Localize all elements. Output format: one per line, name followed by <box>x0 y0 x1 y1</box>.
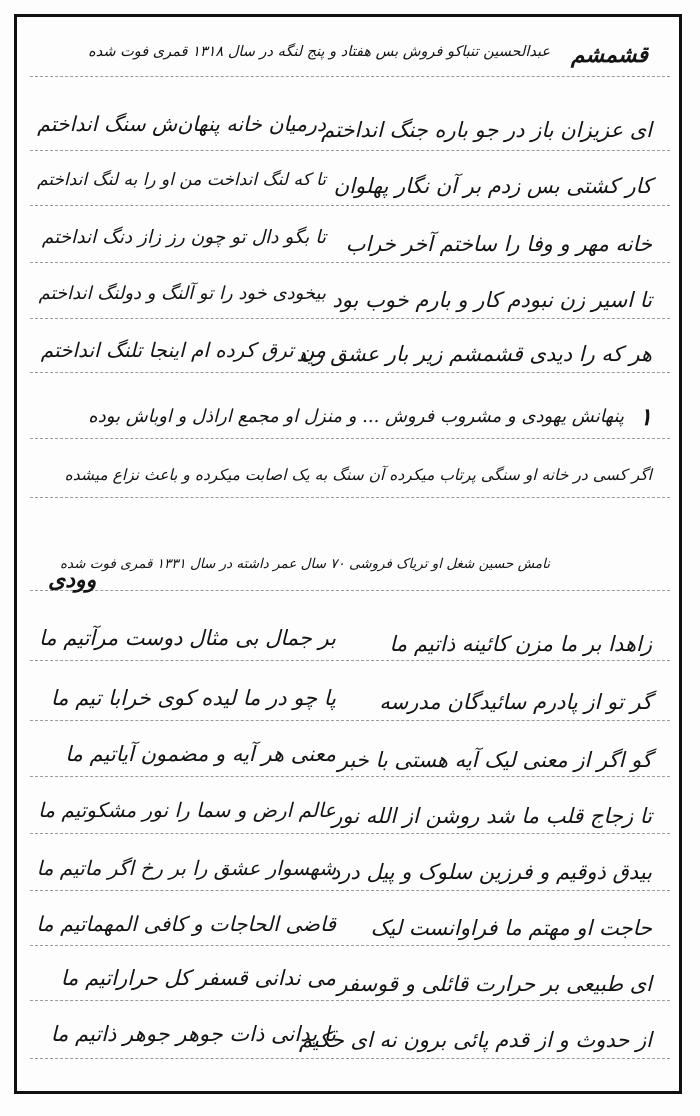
verse-right: ای عزیزان باز در جو باره جنگ انداختم <box>321 118 652 142</box>
ruled-line <box>30 150 670 151</box>
verse-right: حاجت او مهتم ما فراوانست لیک <box>370 916 652 940</box>
verse-left: پا چو در ما لیده کوی خرابا تیم ما <box>50 686 336 710</box>
verse-left: تا که لنگ انداخت من او را به لنگ انداختم <box>37 170 326 190</box>
ruled-line <box>30 776 670 777</box>
footnote-text: پنهانش یهودی و مشروب فروش ... و منزل او مجمع اراذل و اوباش بوده <box>88 406 624 427</box>
ruled-line <box>30 318 670 319</box>
ruled-line <box>30 590 670 591</box>
ruled-line <box>30 945 670 946</box>
footnote-text: اگر کسی در خانه او سنگی پرتاب میکرده آن سنگ به یک اصابت میکرده و باعث نزاع میشده <box>64 466 652 484</box>
verse-right: تا زجاج قلب ما شد روشن از الله نور <box>332 804 652 828</box>
poet-header: نامش حسین شغل او تریاک فروشی ۷۰ سال عمر داشته در سال ۱۳۳۱ قمری فوت شده <box>59 556 550 572</box>
verse-right: از حدوث و از قدم پائی برون نه ای حکیم <box>298 1028 652 1052</box>
verse-right: زاهدا بر ما مزن کائینه ذاتیم ما <box>389 632 652 656</box>
ruled-line <box>30 720 670 721</box>
ruled-line <box>30 1000 670 1001</box>
verse-left: تا بگو دال تو چون رز زاز دنگ انداختم <box>41 227 326 248</box>
poet-header: عبدالحسین تنباکو فروش بس هفتاد و پنج لنگه در سال ۱۳۱۸ قمری فوت شده <box>88 44 550 60</box>
ruled-line <box>30 372 670 373</box>
verse-left: تا بدانی ذات جوهر جوهر ذاتیم ما <box>50 1022 336 1046</box>
verse-left: شهسوار عشق را بر رخ اگر ماتیم ما <box>36 856 336 880</box>
verse-left: معنی هر آیه و مضمون آیاتیم ما <box>65 742 336 766</box>
ruled-line <box>30 1058 670 1059</box>
footnote-number: ۱ <box>639 402 652 431</box>
verse-left: عالم ارض و سما را نور مشکوتیم ما <box>38 798 336 822</box>
verse-left: درمیان خانه پنهان‌ش سنگ انداختم <box>37 112 326 136</box>
ruled-line <box>30 438 670 439</box>
verse-right: گو اگر از معنی لیک آیه هستی با خبر <box>337 748 652 772</box>
ruled-line <box>30 660 670 661</box>
ruled-line <box>30 497 670 498</box>
poet-name: قشمشم <box>570 42 648 68</box>
ruled-line <box>30 890 670 891</box>
verse-right: بیدق ذوقیم و فرزین سلوک و پیل درد <box>330 860 652 884</box>
verse-right: گر تو از پادرم سائیدگان مدرسه <box>379 690 652 714</box>
verse-right: کار کشتی بس زدم بر آن نگار پهلوان <box>333 174 652 198</box>
verse-left: می ندانی قسفر کل حراراتیم ما <box>60 966 336 990</box>
ruled-line <box>30 262 670 263</box>
verse-left: بر جمال بی مثال دوست مرآتیم ما <box>38 626 336 650</box>
verse-left: بیخودی خود را تو آلنگ و دولنگ انداختم <box>38 283 326 304</box>
verse-left: قاضی الحاجات و کافی المهماتیم ما <box>36 912 336 936</box>
ruled-line <box>30 76 670 77</box>
verse-right: ای طبیعی بر حرارت قائلی و قوسفر <box>337 972 652 996</box>
poet-name: وودی <box>48 567 97 593</box>
ruled-line <box>30 205 670 206</box>
verse-right: هر که را دیدی قشمشم زیر بار عشق رید <box>296 342 652 366</box>
verse-right: خانه مهر و وفا را ساختم آخر خراب <box>345 232 652 256</box>
verse-left: من ترق کرده ام اینجا تلنگ انداختم <box>40 338 326 362</box>
verse-right: تا اسیر زن نبودم کار و بارم خوب بود <box>332 288 652 312</box>
ruled-line <box>30 833 670 834</box>
